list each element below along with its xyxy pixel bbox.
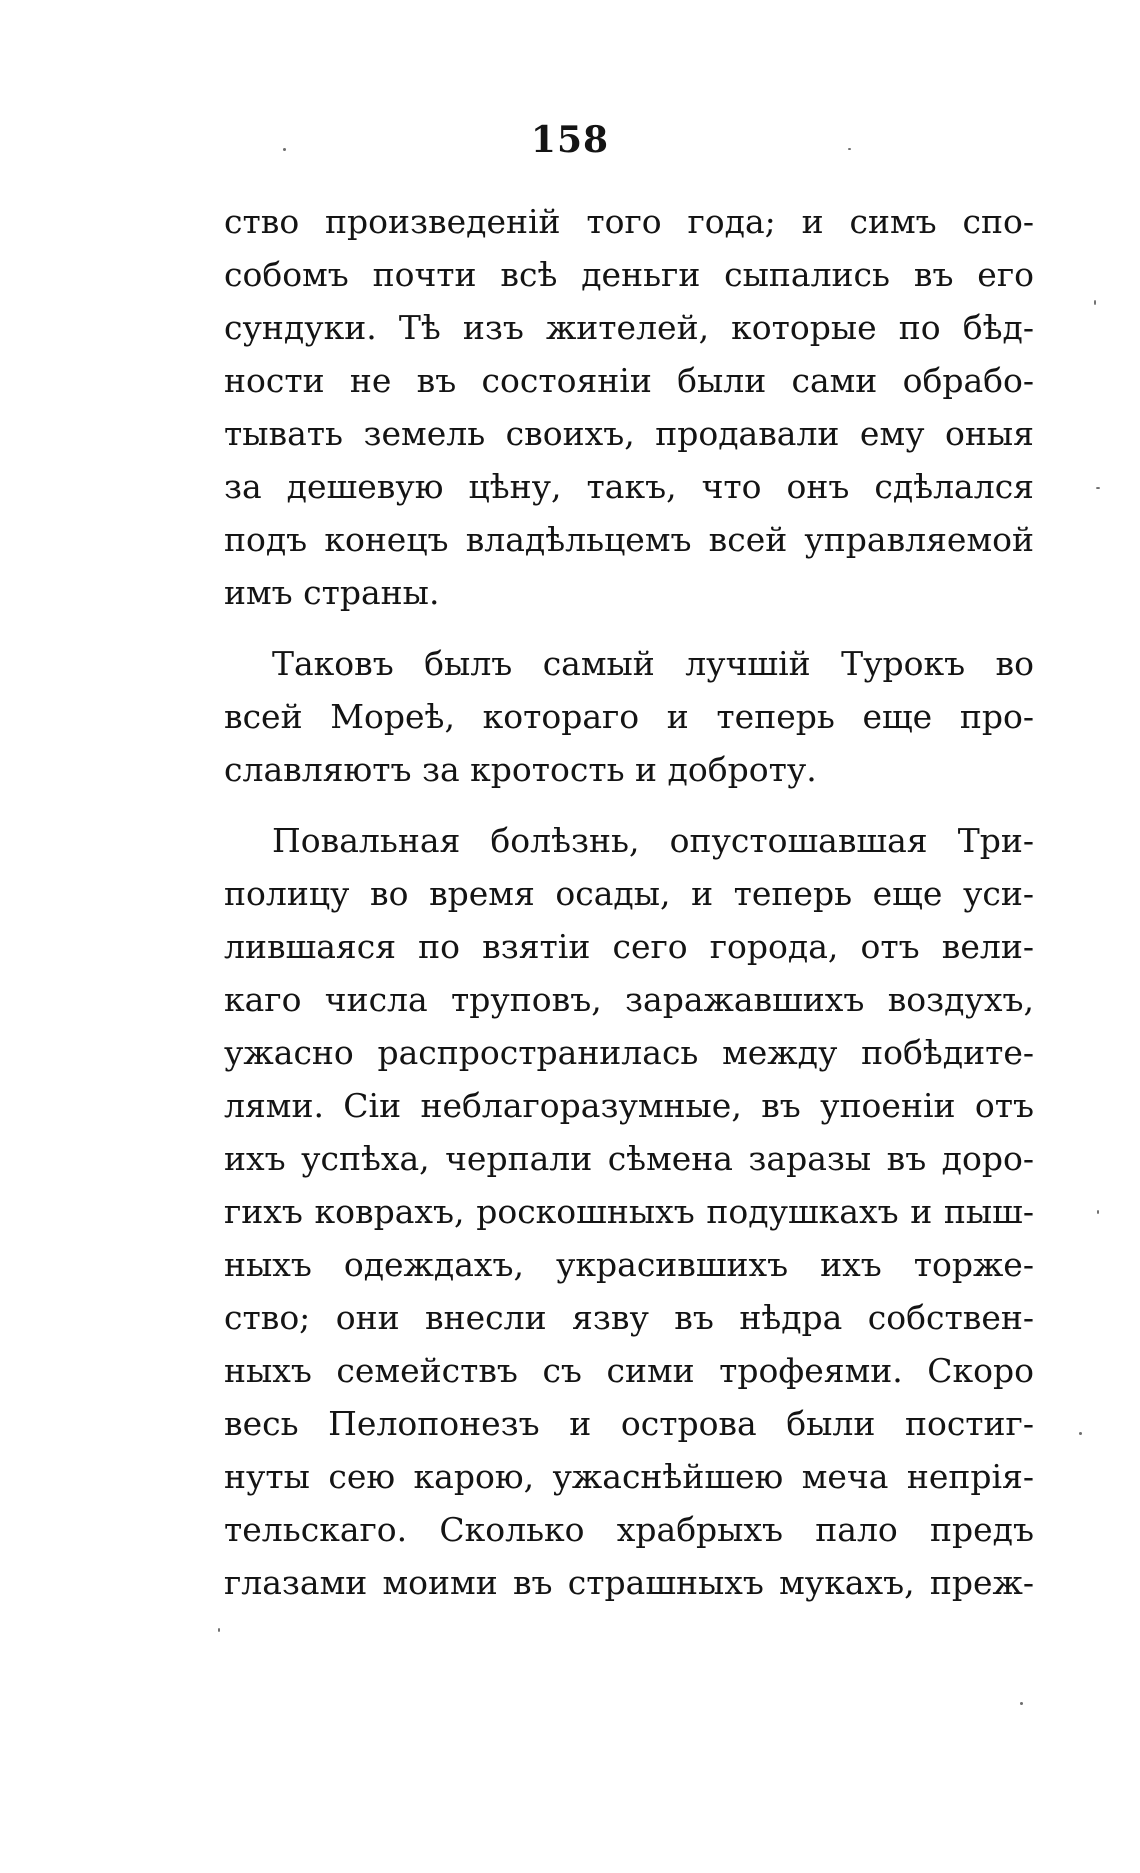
body-text [224,195,1034,1609]
text-line: каго числа труповъ, заражавшихъ воздухъ, [224,980,1034,1019]
text-line: подъ конецъ владѣльцемъ всей управляемой [224,520,1034,559]
text-line: Таковъ былъ самый лучшій Турокъ во [272,644,1034,683]
text-line: ихъ успѣха, черпали сѣмена заразы въ доро- [224,1139,1034,1178]
text-line: гихъ коврахъ, роскошныхъ подушкахъ и пыш- [224,1192,1034,1231]
page-number: 158 [530,119,610,161]
text-line: полицу во время осады, и теперь еще уси- [224,874,1034,913]
text-line: ныхъ одеждахъ, украсившихъ ихъ торже- [224,1245,1034,1284]
scan-speck [848,148,851,150]
scan-speck [218,1628,220,1632]
text-line: всей Мореѣ, котораго и теперь еще про- [224,697,1034,736]
scan-speck [1097,1210,1099,1214]
text-line: лившаяся по взятіи сего города, отъ вели- [224,927,1034,966]
text-line: собомъ почти всѣ деньги сыпались въ его [224,255,1034,294]
text-line: тельскаго. Сколько храбрыхъ пало предъ [224,1510,1034,1549]
scan-speck [1079,1432,1082,1435]
scan-speck [1094,300,1096,305]
scan-speck [283,148,286,151]
scan-speck [1096,487,1100,489]
paragraph-gap [224,619,1034,637]
text-line: сундуки. Тѣ изъ жителей, которые по бѣд- [224,308,1034,347]
paragraph-1 [224,195,1034,619]
text-line: за дешевую цѣну, такъ, что онъ сдѣлался [224,467,1034,506]
text-line: ности не въ состояніи были сами обрабо- [224,361,1034,400]
text-line: тывать земель своихъ, продавали ему оныя [224,414,1034,453]
text-line: ство произведеній того года; и симъ спо- [224,202,1034,241]
text-line: нуты сею карою, ужаснѣйшею меча непрія- [224,1457,1034,1496]
text-line: глазами моими въ страшныхъ мукахъ, преж- [224,1563,1034,1602]
text-line: ужасно распространилась между побѣдите- [224,1033,1034,1072]
text-line: весь Пелопонезъ и острова были постиг- [224,1404,1034,1443]
paragraph-2 [224,637,1034,796]
text-line: ство; они внесли язву въ нѣдра собствен- [224,1298,1034,1337]
scan-speck [1020,1702,1023,1705]
text-line: ныхъ семействъ съ сими трофеями. Скоро [224,1351,1034,1390]
paragraph-3 [224,814,1034,1609]
text-line: славляютъ за кротость и доброту. [224,750,817,789]
text-line: лями. Сіи неблагоразумные, въ упоеніи отъ [224,1086,1034,1125]
paragraph-gap [224,796,1034,814]
text-line: Повальная болѣзнь, опустошавшая Три- [272,821,1034,860]
text-line: имъ страны. [224,573,440,612]
